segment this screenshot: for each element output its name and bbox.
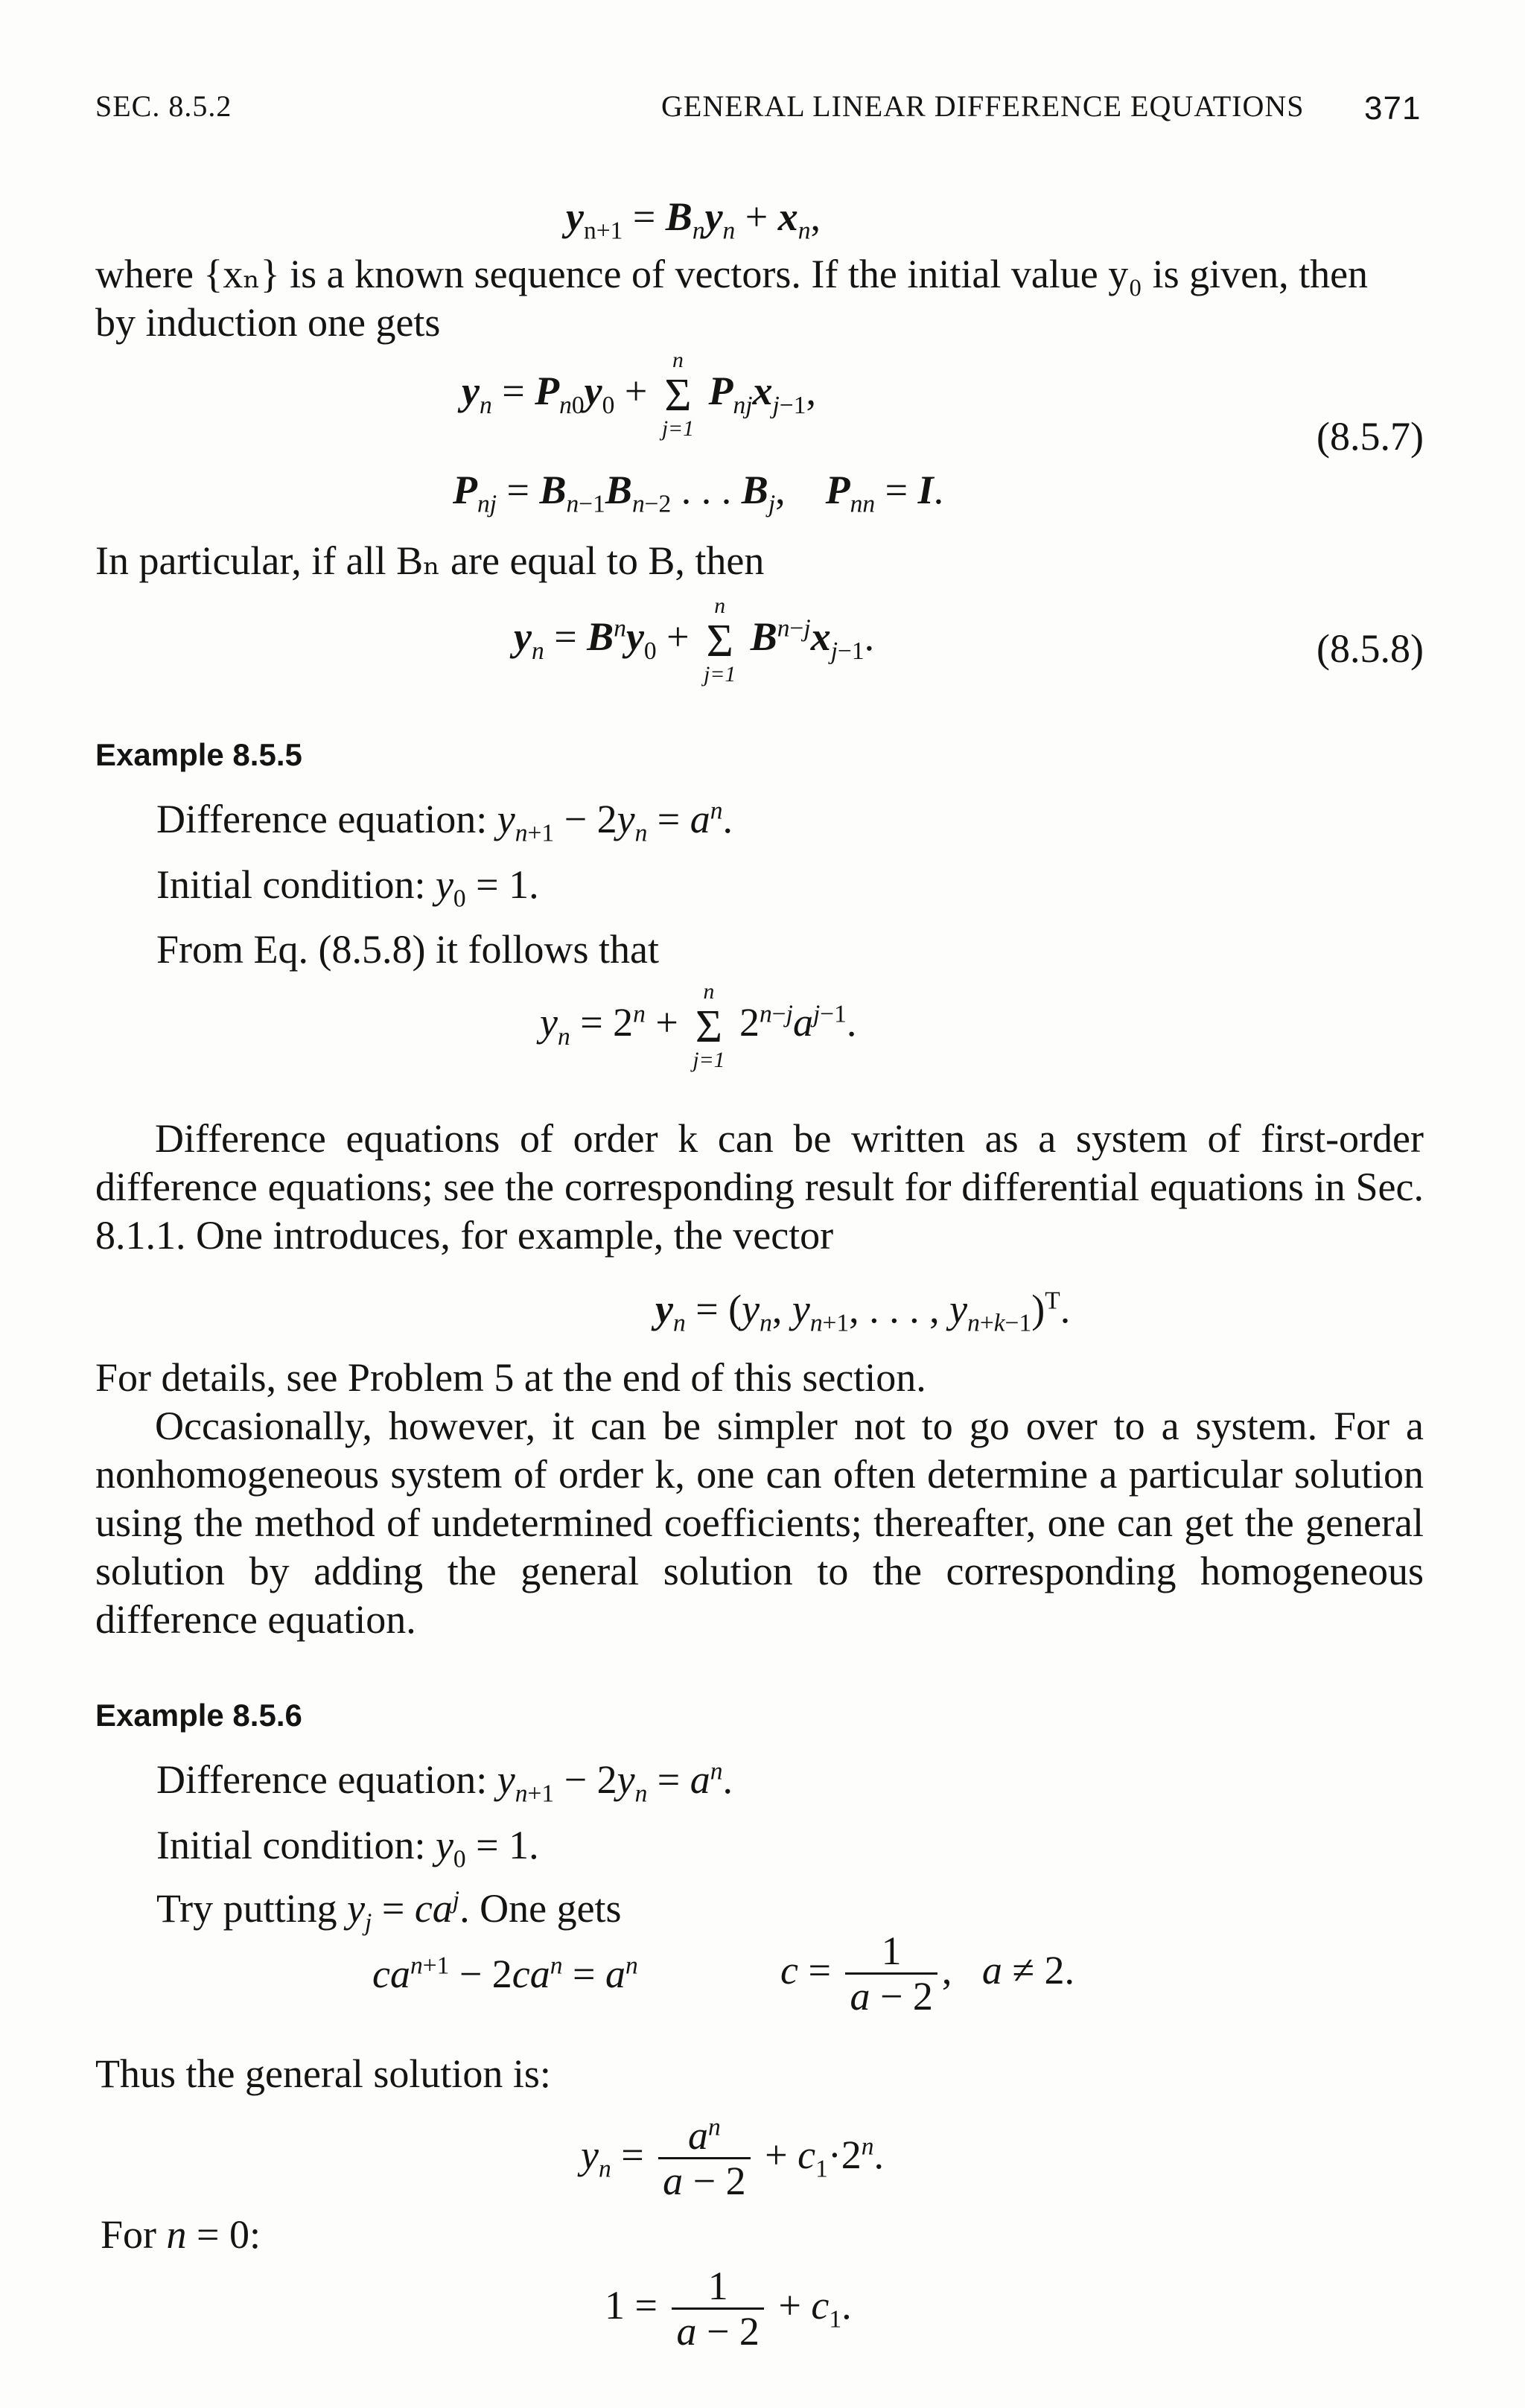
example-8-5-6-general-label: Thus the general solution is:	[95, 2051, 551, 2096]
intro-line-1: where {xₙ} is a known sequence of vectors. If the initial value y₀ is given, then	[95, 252, 1369, 296]
example-8-5-5-heading: Example 8.5.5	[95, 737, 302, 772]
equation-number-8-5-7: (8.5.7)	[1317, 414, 1424, 459]
example-8-5-6-constant: c = $\frac{1}{a - 2}$ , a ≠ 2.	[780, 1928, 1075, 2019]
equation-8-5-7-b: $P_{nj} = B_{n-1}B_{n-2}$ . . . $B_j$, $P_{nn} = I$.	[453, 468, 944, 518]
equation-8-5-7-a: $y_n = P_{n0}y_0$ + n Σ j=1 $P_{nj}x_{j-1}$,	[462, 348, 816, 441]
particular-line: In particular, if all Bₙ are equal to B, then	[95, 538, 765, 583]
section-label: SEC. 8.5.2	[95, 89, 232, 123]
paragraph-order-k: Difference equations of order k can be written as a system of first-order difference equations; see the corresponding result for differential equations in Sec. 8.1.1. One introduces, for example, the vector	[95, 1116, 1424, 1258]
equation-number-8-5-8: (8.5.8)	[1317, 626, 1424, 671]
example-8-5-5-solution: $y_n = 2^n$ + n Σ j=1 $2^{n-j}a^{j-1}$.	[540, 980, 857, 1072]
equation-recurrence: $y_{n+1} = B_ny_n + x_n$,	[566, 194, 821, 245]
example-8-5-6-general-solution: $y_n$ = $\frac{a^n}{a - 2}$ + $c_1\cdot 2^n$.	[581, 2113, 885, 2203]
equation-vector: $y_n = (y_n$, $y_{n+1}$, . . . , $y_{n+k-1})^T$.	[655, 1287, 1071, 1337]
paragraph-details: For details, see Problem 5 at the end of this section.	[95, 1355, 926, 1400]
example-8-5-6-initial: Initial condition: $y_0 = 1$.	[156, 1823, 539, 1873]
example-8-5-5-from-eq: From Eq. (8.5.8) it follows that	[156, 927, 659, 972]
paragraph-occasionally: Occasionally, however, it can be simpler not to go over to a system. For a nonhomogeneous system of order k, one can often determine a particular solution using the method of undetermined coefficients; thereafter, one can get the general solution by adding the general solution to the corresponding homogeneous difference equation.	[95, 1404, 1424, 1642]
example-8-5-5-initial: Initial condition: $y_0 = 1$.	[156, 862, 539, 913]
example-8-5-6-difference: Difference equation: $y_{n+1} - 2y_n = a^n$.	[156, 1757, 733, 1808]
example-8-5-6-n0-equation: 1 = $\frac{1}{a - 2}$ + $c_1$.	[605, 2264, 852, 2354]
example-8-5-6-try: Try putting $y_j = ca^j$. One gets	[156, 1886, 622, 1937]
example-8-5-6-for-n: For n = 0:	[101, 2212, 261, 2257]
equation-8-5-8: $y_n = B^ny_0$ + n Σ j=1 $B^{n-j}x_{j-1}$.	[514, 594, 875, 687]
example-8-5-6-substitution: $ca^{n+1} - 2ca^n = a^n$	[372, 1952, 638, 1996]
running-title: GENERAL LINEAR DIFFERENCE EQUATIONS	[661, 89, 1305, 123]
page-number: 371	[1364, 90, 1421, 127]
example-8-5-5-difference: Difference equation: $y_{n+1} - 2y_n = a^n$.	[156, 797, 733, 847]
intro-line-2: by induction one gets	[95, 300, 441, 345]
example-8-5-6-heading: Example 8.5.6	[95, 1698, 302, 1733]
